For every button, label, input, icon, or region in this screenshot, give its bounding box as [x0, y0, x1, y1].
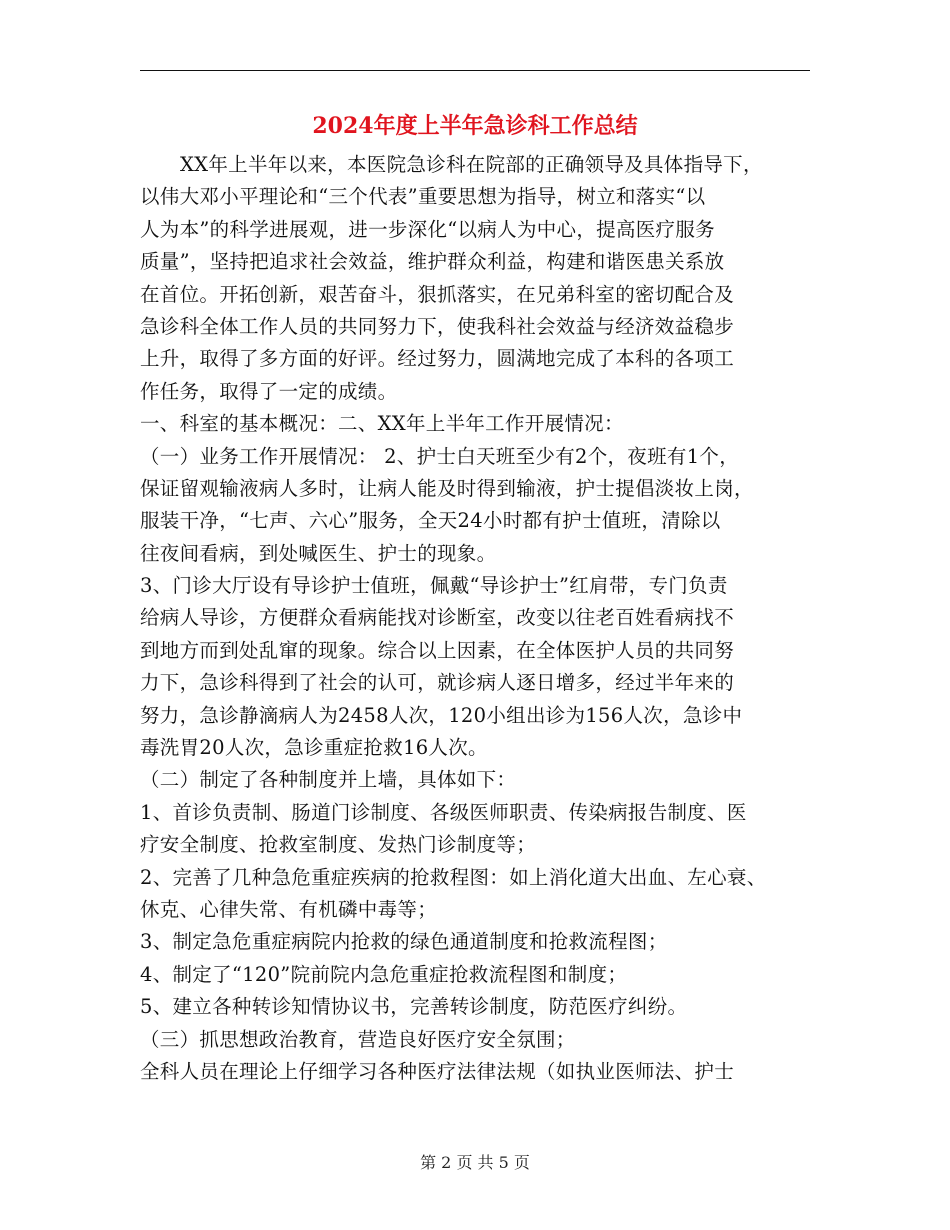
body-line: 质量”，坚持把追求社会效益，维护群众利益，构建和谐医患关系放: [140, 250, 725, 274]
body-line: 急诊科全体工作人员的共同努力下，使我科社会效益与经济效益稳步: [140, 314, 735, 338]
document-title: 2024年度上半年急诊科工作总结: [312, 113, 638, 139]
body-line: 全科人员在理论上仔细学习各种医疗法律法规（如执业医师法、护士: [140, 1059, 735, 1083]
body-line: 服装干净，“七声、六心”服务，全天24小时都有护士值班，清除以: [140, 509, 721, 533]
list-item: 疗安全制度、抢救室制度、发热门诊制度等；: [140, 833, 537, 857]
body-line: 3、门诊大厅设有导诊护士值班，佩戴“导诊护士”红肩带，专门负责: [140, 574, 728, 598]
body-line: 人为本”的科学进展观，进一步深化“以病人为中心，提高医疗服务: [140, 217, 715, 241]
subsection-heading: （二）制定了各种制度并上墙，具体如下：: [140, 768, 517, 792]
header-rule: [140, 70, 810, 71]
page-footer: 第 2 页 共 5 页: [420, 1153, 530, 1172]
body-line: XX年上半年以来，本医院急诊科在院部的正确领导及具体指导下，: [180, 153, 763, 176]
list-item: 5、建立各种转诊知情协议书，完善转诊制度，防范医疗纠纷。: [140, 995, 688, 1019]
body-line: 毒洗胃20人次，急诊重症抢救16人次。: [140, 736, 488, 760]
list-item: 1、首诊负责制、肠道门诊制度、各级医师职责、传染病报告制度、医: [140, 800, 747, 824]
subsection-heading: （三）抓思想政治教育，营造良好医疗安全氛围；: [140, 1027, 576, 1051]
list-item: 3、制定急危重症病院内抢救的绿色通道制度和抢救流程图；: [140, 930, 668, 954]
list-item: 4、制定了“120”院前院内急危重症抢救流程图和制度；: [140, 962, 628, 986]
body-line: 到地方而到处乱窜的现象。综合以上因素，在全体医护人员的共同努: [140, 638, 735, 662]
body-line: 上升，取得了多方面的好评。经过努力，圆满地完成了本科的各项工: [140, 347, 735, 371]
list-item: 休克、心律失常、有机磷中毒等；: [140, 897, 438, 921]
section-heading: 一、科室的基本概况：二、XX年上半年工作开展情况：: [140, 412, 624, 436]
body-line: 努力，急诊静滴病人为2458人次，120小组出诊为156人次，急诊中: [140, 703, 743, 727]
subsection-heading: （一）业务工作开展情况： 2、护士白天班至少有2个，夜班有1个，: [140, 444, 740, 468]
body-line: 给病人导诊，方便群众看病能找对诊断室，改变以往老百姓看病找不: [140, 606, 735, 630]
body-line: 以伟大邓小平理论和“三个代表”重要思想为指导，树立和落实“以: [140, 185, 706, 209]
body-line: 力下，急诊科得到了社会的认可，就诊病人逐日增多，经过半年来的: [140, 671, 735, 695]
document-body: [140, 149, 812, 1088]
body-line: 在首位。开拓创新，艰苦奋斗，狠抓落实，在兄弟科室的密切配合及: [140, 282, 735, 306]
body-line: 往夜间看病，到处喊医生、护士的现象。: [140, 541, 497, 565]
body-line: 作任务，取得了一定的成绩。: [140, 379, 398, 403]
body-line: 保证留观输液病人多时，让病人能及时得到输液，护士提倡淡妆上岗，: [140, 476, 754, 500]
list-item: 2、完善了几种急危重症疾病的抢救程图：如上消化道大出血、左心衰、: [140, 865, 767, 889]
